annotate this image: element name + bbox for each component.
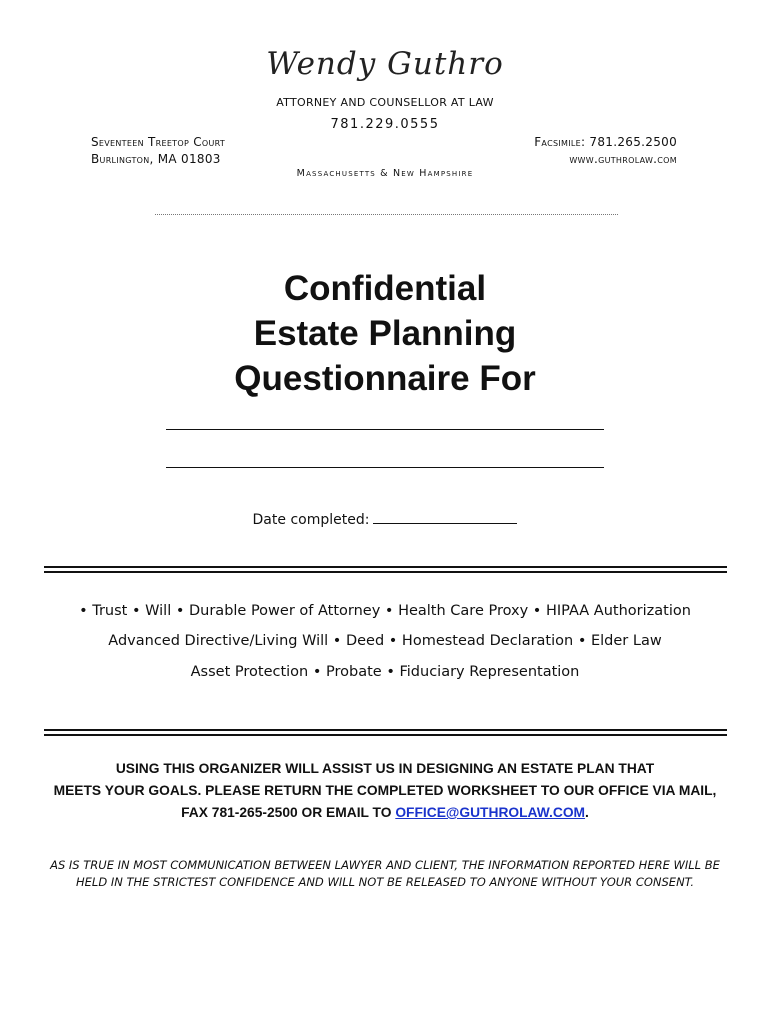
- website: www.guthrolaw.com: [569, 152, 677, 166]
- disclaimer-line-2: HELD IN THE STRICTEST CONFIDENCE AND WILL NOT BE RELEASED TO ANYONE WITHOUT YOUR CONSENT.: [76, 875, 694, 889]
- instructions-line-3-prefix: FAX 781-265-2500 OR EMAIL TO: [181, 805, 396, 820]
- document-title: [0, 266, 770, 401]
- title-line-3: Questionnaire For: [234, 359, 536, 398]
- date-completed-field[interactable]: [373, 511, 517, 524]
- address-line-1: Seventeen Treetop Court: [91, 135, 226, 149]
- title-line-2: Estate Planning: [253, 314, 517, 353]
- fax-number: Facsimile: 781.265.2500: [534, 135, 677, 149]
- jurisdictions: Massachusetts & New Hampshire: [296, 168, 474, 179]
- date-completed-label: Date completed:: [252, 512, 370, 528]
- instructions-line-3-suffix: .: [585, 805, 589, 820]
- instructions-line-2: MEETS YOUR GOALS. PLEASE RETURN THE COMPLETED WORKSHEET TO OUR OFFICE VIA MAIL,: [53, 783, 717, 798]
- confidentiality-disclaimer: [40, 857, 730, 891]
- contact-info: [534, 134, 677, 168]
- double-rule-top: [44, 566, 727, 573]
- attorney-signature: Wendy Guthro: [266, 46, 504, 82]
- phone-number: 781.229.0555: [330, 117, 440, 132]
- disclaimer-line-1: AS IS TRUE IN MOST COMMUNICATION BETWEEN LAWYER AND CLIENT, THE INFORMATION REPORTED HERE WILL BE: [50, 858, 720, 872]
- services-line-2: Advanced Directive/Living Will • Deed • Homestead Declaration • Elder Law: [108, 633, 662, 649]
- dotted-divider: [155, 214, 618, 215]
- office-email-link[interactable]: OFFICE@GUTHROLAW.COM: [395, 805, 586, 820]
- client-name-line-1[interactable]: [166, 429, 604, 430]
- street-address: [91, 134, 225, 168]
- attorney-subtitle: ATTORNEY AND COUNSELLOR AT LAW: [276, 96, 494, 109]
- instructions-line-3: [0, 802, 770, 824]
- instructions-line-1: USING THIS ORGANIZER WILL ASSIST US IN DESIGNING AN ESTATE PLAN THAT: [115, 761, 655, 776]
- date-completed-row: [0, 511, 770, 528]
- services-line-1: • Trust • Will • Durable Power of Attorney • Health Care Proxy • HIPAA Authorization: [79, 603, 691, 619]
- address-line-2: Burlington, MA 01803: [91, 152, 221, 166]
- return-instructions: [0, 758, 770, 824]
- double-rule-bottom: [44, 729, 727, 736]
- title-line-1: Confidential: [283, 269, 487, 308]
- services-line-3: Asset Protection • Probate • Fiduciary Representation: [190, 664, 580, 680]
- client-name-line-2[interactable]: [166, 467, 604, 468]
